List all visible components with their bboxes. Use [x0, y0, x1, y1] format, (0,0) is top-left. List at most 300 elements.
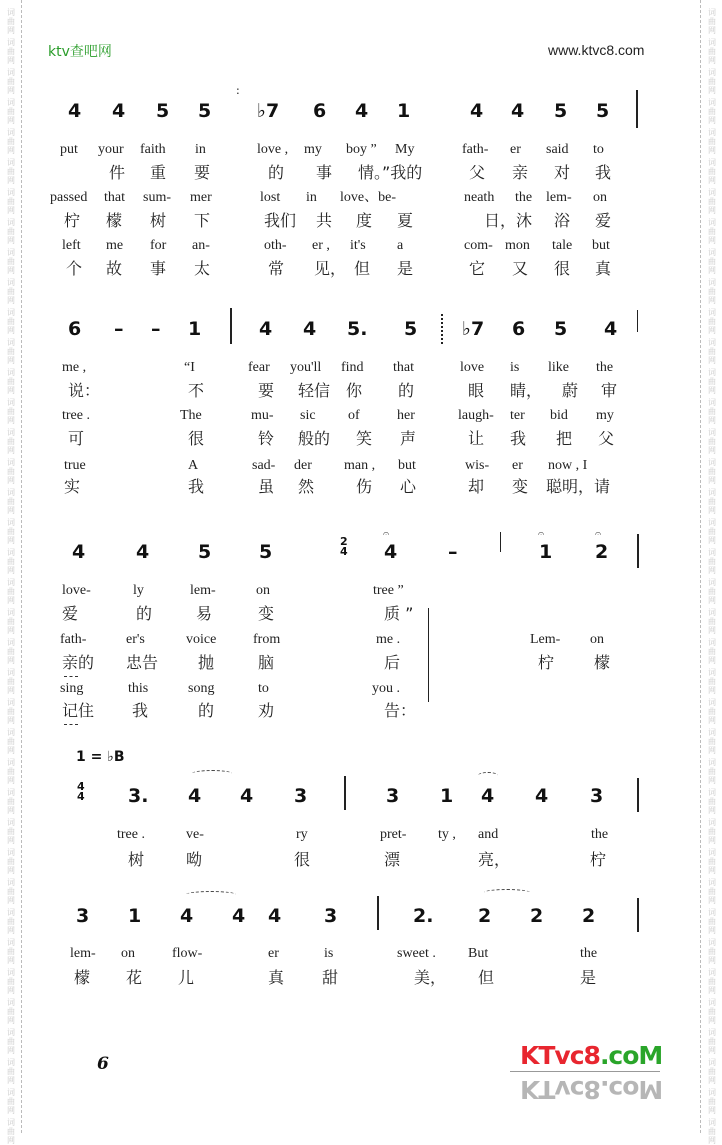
lyric-cn: 蔚 [562, 381, 579, 400]
watermark-glyph: 曲 [7, 107, 15, 116]
right-dashed-border [700, 0, 701, 1133]
lyric: lost [260, 190, 281, 205]
watermark-glyph: 词 [708, 188, 716, 197]
watermark-glyph: 曲 [7, 917, 15, 926]
lyric-cn: 的 [268, 163, 285, 182]
key-signature: 1 = ♭B [76, 749, 125, 765]
lyric-cn: 爱 [62, 604, 79, 623]
watermark-glyph: 曲 [7, 797, 15, 806]
lyric: is [510, 360, 520, 375]
note: 1 [539, 541, 553, 563]
lyric-cn: 度 [356, 211, 373, 230]
bar-line [377, 896, 379, 930]
lyric-cn: 审 [601, 381, 618, 400]
lyric-cn: 太 [194, 259, 211, 278]
note: 2 [478, 905, 492, 927]
fermata-icon: 𝄐 [383, 527, 390, 540]
lyric: man , [344, 458, 376, 473]
watermark-glyph: 网 [7, 446, 15, 455]
watermark-glyph: 网 [708, 566, 716, 575]
lyric: said [546, 142, 569, 157]
lyric: and [478, 827, 499, 842]
watermark-glyph: 曲 [7, 1007, 15, 1016]
lyric: A [188, 458, 199, 473]
lyric-cn: 是 [580, 968, 597, 987]
lyric: er [510, 142, 521, 157]
watermark-glyph: 词 [708, 668, 716, 677]
lyric-cn: 又 [512, 259, 529, 278]
lyric-cn: 但 [478, 968, 495, 987]
lyric-cn: 浴 [554, 211, 571, 230]
lyric: tree ” [373, 583, 404, 598]
lyric: oth- [264, 238, 287, 253]
lyric-cn: 常 [268, 259, 285, 278]
note: 3 [386, 785, 400, 807]
lyric-cn: 变 [258, 604, 275, 623]
lyric: mu- [251, 408, 274, 423]
watermark-glyph: 词 [708, 548, 716, 557]
lyric-cn: 铃 [258, 429, 275, 448]
lyric-cn: 实 [64, 477, 81, 496]
watermark-glyph: 词 [7, 1088, 15, 1097]
watermark-glyph: 曲 [7, 977, 15, 986]
lyric: er , [312, 238, 330, 253]
note: 4 [180, 905, 194, 927]
watermark-glyph: 曲 [7, 707, 15, 716]
note: 4 [268, 905, 282, 927]
watermark-glyph: 词 [708, 818, 716, 827]
note: 5 [554, 100, 568, 122]
watermark-glyph: 曲 [708, 167, 716, 176]
lyric: Lem- [530, 632, 561, 647]
lyric: from [253, 632, 281, 647]
watermark-glyph: 词 [708, 1088, 716, 1097]
watermark-glyph: 曲 [708, 797, 716, 806]
watermark-glyph: 曲 [708, 947, 716, 956]
watermark-glyph: 曲 [708, 707, 716, 716]
note: 2. [413, 905, 434, 927]
note: 3 [294, 785, 308, 807]
watermark-glyph: 网 [7, 896, 15, 905]
note: 3 [76, 905, 90, 927]
note: 4 [384, 541, 398, 563]
lyric: faith [140, 142, 166, 157]
watermark-glyph: 词 [708, 158, 716, 167]
lyric-cn: 劝 [258, 701, 275, 720]
lyric: ve- [186, 827, 204, 842]
note: 5 [596, 100, 610, 122]
watermark-glyph: 词 [7, 638, 15, 647]
note: 3 [590, 785, 604, 807]
watermark-glyph: 词 [708, 968, 716, 977]
watermark-glyph: 网 [7, 416, 15, 425]
logo-reflection [520, 1075, 662, 1104]
watermark-glyph: 网 [7, 206, 15, 215]
watermark-glyph: 网 [7, 866, 15, 875]
watermark-glyph: 词 [708, 98, 716, 107]
watermark-glyph: 词 [708, 38, 716, 47]
lyric-cn: 个 [66, 259, 83, 278]
lyric: com- [464, 238, 493, 253]
watermark-glyph: 词 [7, 998, 15, 1007]
watermark-glyph: 词 [7, 218, 15, 227]
watermark-glyph: 曲 [7, 1067, 15, 1076]
note: 4 [511, 100, 525, 122]
watermark-glyph: 网 [708, 1106, 716, 1115]
watermark-glyph: 词 [708, 278, 716, 287]
watermark-glyph: 曲 [7, 767, 15, 776]
watermark-glyph: 曲 [708, 1127, 716, 1136]
site-name[interactable]: ktv查吧网 [48, 44, 112, 60]
watermark-glyph: 词 [7, 38, 15, 47]
lyric-cn: 亲的 [62, 653, 95, 672]
lyric-cn: 可 [68, 429, 85, 448]
watermark-glyph: 曲 [708, 677, 716, 686]
lyric: passed [50, 190, 88, 205]
watermark-glyph: 曲 [708, 767, 716, 776]
watermark-glyph: 词 [708, 308, 716, 317]
lyric-cn: 日，沐 [484, 211, 533, 230]
lyric: the [515, 190, 533, 205]
lyric-cn: 我 [595, 163, 612, 182]
watermark-glyph: 词 [708, 488, 716, 497]
watermark-glyph: 曲 [7, 137, 15, 146]
watermark-glyph: 词 [7, 788, 15, 797]
watermark-glyph: 词 [708, 908, 716, 917]
lyric-cn: 事 [150, 259, 167, 278]
lyric-cn: 笑 [356, 429, 373, 448]
lyric-cn: 树 [128, 850, 145, 869]
watermark-glyph: 词 [708, 218, 716, 227]
lyric-cn: 告： [384, 701, 417, 720]
lyric: But [468, 946, 489, 961]
watermark-glyph: 网 [708, 956, 716, 965]
lyric-cn: 抛 [198, 653, 215, 672]
left-dashed-border [21, 0, 22, 1133]
watermark-glyph: 网 [7, 86, 15, 95]
watermark-glyph: 曲 [7, 827, 15, 836]
lyric: er [512, 458, 523, 473]
watermark-glyph: 曲 [708, 1037, 716, 1046]
watermark-glyph: 词 [7, 668, 15, 677]
watermark-glyph: 网 [7, 536, 15, 545]
lyric-cn: 父 [469, 163, 486, 182]
lyric-cn: 我 [188, 477, 205, 496]
lyric: voice [186, 632, 217, 647]
watermark-glyph: 曲 [7, 497, 15, 506]
watermark-glyph: 曲 [7, 47, 15, 56]
watermark-glyph: 词 [708, 608, 716, 617]
lyric-cn: 我们 [264, 211, 297, 230]
watermark-glyph: 曲 [708, 1097, 716, 1106]
watermark-glyph: 词 [7, 578, 15, 587]
watermark-glyph: 曲 [708, 917, 716, 926]
watermark-glyph: 词 [7, 278, 15, 287]
lyric-cn: 你 [346, 381, 363, 400]
lyric-cn: 然 [298, 477, 315, 496]
note: 1 [188, 318, 202, 340]
watermark-glyph: 网 [708, 746, 716, 755]
lyric: fath- [60, 632, 87, 647]
logo-divider [510, 1071, 660, 1072]
watermark-glyph: 网 [708, 836, 716, 845]
watermark-glyph: 曲 [7, 1097, 15, 1106]
fermata-icon: 𝄐 [595, 527, 602, 540]
note: 4 [535, 785, 549, 807]
watermark-glyph: 网 [708, 296, 716, 305]
logo-reflection-domain: .coM [599, 1075, 663, 1104]
lyric: my [304, 142, 322, 157]
lyric-cn: 声 [400, 429, 417, 448]
watermark-glyph: 网 [7, 326, 15, 335]
watermark-glyph: 网 [708, 266, 716, 275]
lyric: of [348, 408, 360, 423]
watermark-glyph: 曲 [708, 737, 716, 746]
lyric-cn: 檬 [106, 211, 123, 230]
note: 4 [470, 100, 484, 122]
lyric: sing [60, 681, 84, 696]
watermark-glyph: 网 [708, 386, 716, 395]
lyric: her [397, 408, 415, 423]
watermark-glyph: 曲 [708, 47, 716, 56]
watermark-glyph: 网 [708, 446, 716, 455]
lyric-cn: 睛， [510, 381, 543, 400]
lyric-cn: 要 [258, 381, 275, 400]
lyric: tree . [62, 408, 90, 423]
watermark-glyph: 词 [708, 578, 716, 587]
note: 4 [303, 318, 317, 340]
lyric: neath [464, 190, 495, 205]
lyric: true [64, 458, 86, 473]
watermark-glyph: 曲 [708, 107, 716, 116]
watermark-glyph: 网 [7, 176, 15, 185]
lyric-cn: 父 [598, 429, 615, 448]
watermark-glyph: 网 [708, 866, 716, 875]
watermark-glyph: 词 [708, 728, 716, 737]
watermark-glyph: 曲 [708, 827, 716, 836]
watermark-glyph: 网 [708, 896, 716, 905]
watermark-glyph: 词 [708, 1118, 716, 1127]
lyric: on [121, 946, 135, 961]
slur [192, 770, 232, 777]
watermark-glyph: 词 [708, 878, 716, 887]
watermark-glyph: 词 [7, 728, 15, 737]
lyric-cn: 我 [132, 701, 149, 720]
page-number: 6 [97, 1054, 109, 1074]
watermark-glyph: 曲 [7, 17, 15, 26]
lyric: the [591, 827, 609, 842]
lyric: the [596, 360, 614, 375]
lyric: now , I [548, 458, 588, 473]
watermark-glyph: 词 [7, 908, 15, 917]
lyric: that [104, 190, 125, 205]
watermark-glyph: 词 [7, 878, 15, 887]
note: ♭7 [462, 318, 485, 340]
lyric-cn: 很 [294, 850, 311, 869]
watermark-glyph: 曲 [708, 857, 716, 866]
lyric: lem- [546, 190, 572, 205]
fermata-icon: 𝄐 [538, 527, 545, 540]
lyric: you . [372, 681, 400, 696]
time-signature [77, 782, 85, 802]
watermark-glyph: 词 [708, 1028, 716, 1037]
watermark-glyph: 网 [708, 1076, 716, 1085]
watermark-glyph: 网 [708, 476, 716, 485]
watermark-glyph: 曲 [708, 287, 716, 296]
note: 4 [188, 785, 202, 807]
watermark-glyph: 曲 [708, 77, 716, 86]
watermark-glyph: 网 [708, 26, 716, 35]
watermark-glyph: 曲 [7, 947, 15, 956]
note: 6 [512, 318, 526, 340]
watermark-glyph: 曲 [708, 1067, 716, 1076]
watermark-glyph: 词 [7, 818, 15, 827]
site-url[interactable]: www.ktvc8.com [548, 42, 645, 58]
watermark-glyph: 网 [7, 506, 15, 515]
lyric-cn: 眼 [468, 381, 485, 400]
note: 2 [582, 905, 596, 927]
watermark-glyph: 网 [708, 236, 716, 245]
lyric: tale [552, 238, 573, 253]
watermark-glyph: 曲 [708, 257, 716, 266]
watermark-glyph: 网 [708, 1016, 716, 1025]
lyric: lem- [70, 946, 96, 961]
lyric: me , [62, 360, 87, 375]
lyric: mon [505, 238, 530, 253]
lyric-cn: 易 [196, 604, 213, 623]
note: 4 [259, 318, 273, 340]
lyric: laugh- [458, 408, 494, 423]
watermark-glyph: 曲 [708, 347, 716, 356]
lyric-cn: 很 [554, 259, 571, 278]
lyric: it's [350, 238, 366, 253]
watermark-glyph: 网 [7, 956, 15, 965]
watermark-glyph: 词 [7, 488, 15, 497]
lyric-cn: 心 [400, 477, 417, 496]
lyric: but [398, 458, 416, 473]
watermark-glyph: 网 [7, 776, 15, 785]
lyric: sum- [143, 190, 171, 205]
lyric: love [460, 360, 485, 375]
note: ♭7 [257, 100, 280, 122]
note: 5 [198, 541, 212, 563]
lyric-cn: 花 [126, 968, 143, 987]
note: – [448, 541, 458, 563]
watermark-glyph: 曲 [7, 647, 15, 656]
watermark-glyph: 曲 [708, 317, 716, 326]
watermark-glyph: 曲 [708, 197, 716, 206]
watermark-glyph: 网 [7, 626, 15, 635]
lyric: that [393, 360, 414, 375]
watermark-glyph: 网 [708, 926, 716, 935]
watermark-glyph: 网 [7, 806, 15, 815]
lyric-cn: 柠 [64, 211, 81, 230]
watermark-glyph: 词 [708, 788, 716, 797]
lyric-cn: 说： [68, 381, 101, 400]
repeat-bar-line [428, 608, 429, 702]
lyric-cn: 甜 [322, 968, 339, 987]
watermark-glyph: 词 [7, 368, 15, 377]
lyric-cn: 柠 [538, 653, 555, 672]
lyric-cn: 却 [468, 477, 485, 496]
note: 5 [198, 100, 212, 122]
lyric: The [180, 408, 202, 423]
watermark-glyph: 曲 [708, 617, 716, 626]
lyric: sad- [252, 458, 276, 473]
watermark-glyph: 词 [7, 548, 15, 557]
watermark-glyph: 曲 [7, 377, 15, 386]
lyric-cn: 美， [414, 968, 447, 987]
lyric: this [128, 681, 149, 696]
watermark-glyph: 网 [7, 476, 15, 485]
watermark-glyph: 网 [7, 986, 15, 995]
slur [478, 772, 498, 779]
note: 4 [481, 785, 495, 807]
watermark-glyph: 网 [708, 506, 716, 515]
lyric: ter [510, 408, 525, 423]
watermark-glyph: 词 [708, 68, 716, 77]
lyric: your [98, 142, 124, 157]
lyric-cn: 但 [354, 259, 371, 278]
watermark-glyph: 曲 [7, 437, 15, 446]
watermark-glyph: 词 [7, 398, 15, 407]
bar-line [636, 90, 638, 128]
lyric: a [397, 238, 404, 253]
site-logo[interactable] [520, 1041, 662, 1070]
bar-line [637, 778, 639, 812]
watermark-glyph: 网 [708, 116, 716, 125]
lyric-cn: 的 [398, 381, 415, 400]
watermark-glyph: 词 [708, 398, 716, 407]
lyric-cn: 的 [198, 701, 215, 720]
watermark-glyph: 词 [708, 638, 716, 647]
note: 6 [313, 100, 327, 122]
lyric-cn: 要 [194, 163, 211, 182]
note: 4 [136, 541, 150, 563]
watermark-glyph: 词 [708, 848, 716, 857]
watermark-glyph: 曲 [7, 287, 15, 296]
lyric: lem- [190, 583, 216, 598]
note: 4 [72, 541, 86, 563]
lyric: sic [300, 408, 316, 423]
note: 4 [355, 100, 369, 122]
watermark-glyph: 词 [7, 938, 15, 947]
watermark-glyph: 曲 [708, 377, 716, 386]
lyric-cn: 呦 [186, 850, 203, 869]
watermark-glyph: 网 [708, 206, 716, 215]
lyric: bid [550, 408, 568, 423]
lyric: fath- [462, 142, 489, 157]
watermark-glyph: 词 [708, 518, 716, 527]
lyric-cn: 它 [469, 259, 486, 278]
watermark-glyph: 词 [7, 308, 15, 317]
note: 4 [112, 100, 126, 122]
watermark-glyph: 网 [708, 416, 716, 425]
note: 4 [232, 905, 246, 927]
watermark-glyph: 曲 [7, 407, 15, 416]
watermark-glyph: 曲 [708, 137, 716, 146]
lyric: find [341, 360, 364, 375]
lyric: pret- [380, 827, 407, 842]
lyric: me [106, 238, 124, 253]
time-signature-denominator: 4 [340, 545, 348, 558]
lyric: like [548, 360, 569, 375]
lyric: flow- [172, 946, 203, 961]
lyric: on [590, 632, 604, 647]
lyric-cn: 很 [188, 429, 205, 448]
watermark-glyph: 曲 [7, 677, 15, 686]
watermark-glyph: 曲 [708, 17, 716, 26]
